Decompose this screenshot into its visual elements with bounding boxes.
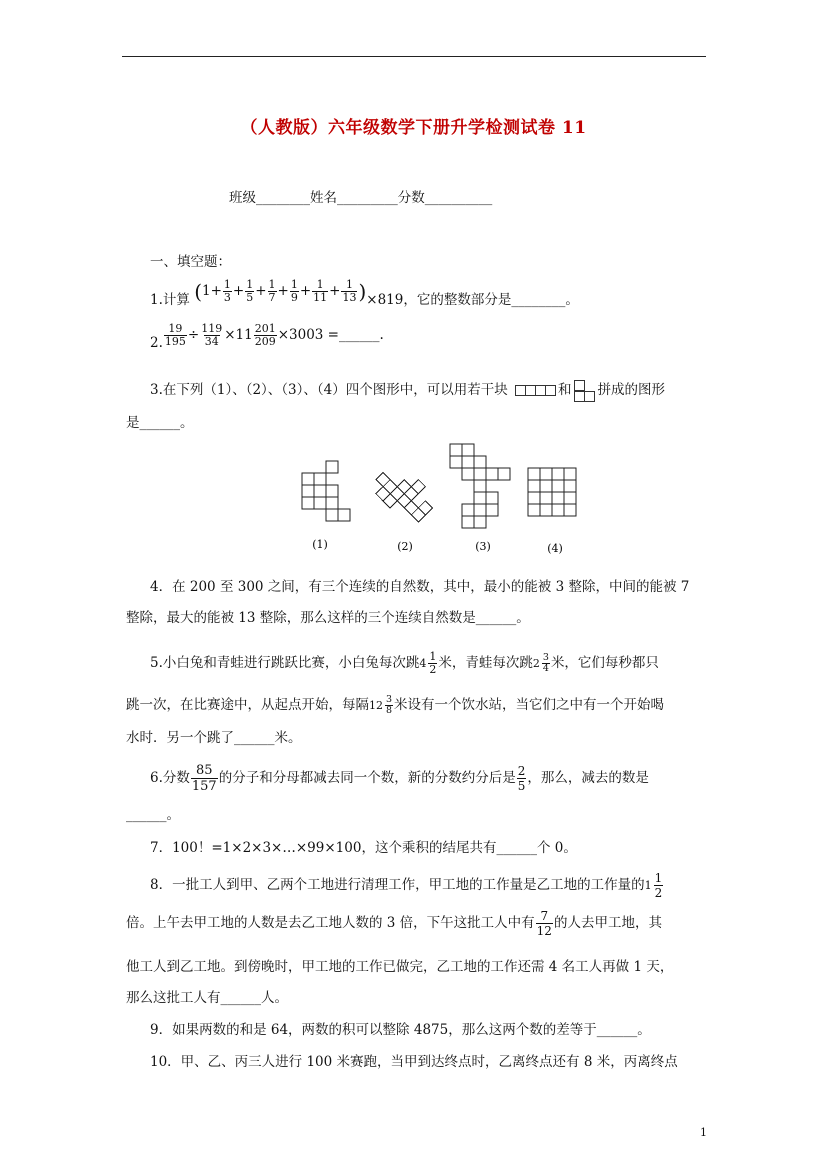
question-1: 1.计算 (1+ $\frac{1}{3}$ + $\frac{1}{5}$ + $\frac{1}{7}$ + $\frac{1}{9}$ + $\frac{1}{11}$ + $\frac{1}{13}$ )×819，它的整数部分是________。 [150,278,579,308]
q1-frac-6: $\frac{1}{13}$ [342,278,357,304]
figures-illustration [295,440,585,560]
question-2: 2. $\frac{19}{195}$ ÷ $\frac{119}{34}$ ×11 $\frac{201}{209}$ ×3003 =______. [150,322,384,351]
figure-4 [528,468,576,516]
q1-one: 1+ [202,283,222,299]
question-3-line-1: 3.在下列（1）、（2）、（3）、（4）四个图形中，可以用若干块 和 拼成的图形 [150,378,665,402]
q1-suffix: ×819，它的整数部分是________。 [366,292,579,308]
section-heading: 一、填空题： [150,254,231,270]
q1-frac-4: $\frac{1}{9}$ [290,278,298,304]
q6-frac-1: $\frac{85}{157}$ [191,763,217,794]
q5-mixed-3: 12 $\frac{3}{8}$ [369,694,393,716]
figure-1 [302,461,350,521]
question-4-line-1: 4．在 200 至 300 之间，有三个连续的自然数，其中，最小的能被 3 整除，中间的能被 7 [150,579,690,595]
q5-mixed-1: 4 $\frac{1}{2}$ [419,650,437,676]
q1-frac-1: $\frac{1}{3}$ [223,278,231,304]
q8-frac-1: $\frac{7}{12}$ [536,909,552,938]
q2-frac-3: $\frac{201}{209}$ [254,322,276,348]
caption-2: (2) [397,540,413,553]
caption-3: (3) [475,540,491,553]
page-number: 1 [700,1126,707,1139]
q1-frac-3: $\frac{1}{7}$ [268,278,276,304]
page-title: （人教版）六年级数学下册升学检测试卷 11 [240,118,587,138]
question-8-line-2: 倍。上午去甲工地的人数是去乙工地人数的 3 倍，下午这批工人中有 $\frac{7}{12}$ 的人去甲工地，其 [126,909,662,938]
q2-frac-1: $\frac{19}{195}$ [164,322,186,348]
q1-frac-2: $\frac{1}{5}$ [246,278,254,304]
q1-frac-5: $\frac{1}{11}$ [313,278,328,304]
q8-mixed-1: 1 $\frac{1}{2}$ [644,871,663,900]
piece-1x4-icon [516,382,556,398]
question-8-line-3: 他工人到乙工地。到傍晚时，甲工地的工作已做完，乙工地的工作还需 4 名工人再做 1 天， [126,959,674,975]
q6-frac-2: $\frac{2}{5}$ [517,764,526,793]
question-5-line-1: 5.小白兔和青蛙进行跳跃比赛，小白兔每次跳 4 $\frac{1}{2}$ 米，青蛙每次跳 2 $\frac{3}{4}$ 米，它们每秒都只 [150,648,659,679]
caption-4: (4) [547,542,563,555]
q1-prefix: 1.计算 [150,292,190,308]
question-7: 7．100！=1×2×3×…×99×100，这个乘积的结尾共有______个 0。 [150,840,577,856]
question-8-line-1: 8．一批工人到甲、乙两个工地进行清理工作，甲工地的工作量是乙工地的工作量的 1 $\frac{1}{2}$ [150,868,664,903]
piece-l-shape-icon [575,380,595,402]
q2-suffix: ×3003 =______. [277,327,384,343]
question-10: 10．甲、乙、丙三人进行 100 米赛跑，当甲到达终点时，乙离终点还有 8 米，丙离终点 [150,1054,678,1070]
question-5-line-2: 跳一次，在比赛途中，从起点开始，每隔 12 $\frac{3}{8}$ 米设有一个饮水站，当它们之中有一个开始喝 [126,690,664,721]
question-8-line-4: 那么这批工人有______人。 [126,990,288,1006]
question-6-line-1: 6.分数 $\frac{85}{157}$ 的分子和分母都减去同一个数，新的分数约分后是 $\frac{2}{5}$ ，那么，减去的数是 [150,763,649,794]
question-9: 9．如果两数的和是 64，两数的积可以整除 4875，那么这两个数的差等于______。 [150,1022,651,1038]
figure-3 [450,444,510,528]
header-rule [122,56,706,57]
q5-mixed-2: 2 $\frac{3}{4}$ [532,652,549,674]
question-3-line-2: 是______。 [126,415,194,431]
q2-prefix: 2. [150,335,163,351]
question-5-line-3: 水时．另一个跳了______米。 [126,730,302,746]
question-6-line-2: ______。 [126,807,180,823]
student-info-line: 班级________姓名_________分数__________ [229,190,493,206]
caption-1: (1) [312,538,328,551]
question-4-line-2: 整除，最大的能被 13 整除，那么这样的三个连续自然数是______。 [126,610,530,626]
q2-frac-2: $\frac{119}{34}$ [201,322,223,348]
figure-2 [369,458,440,529]
